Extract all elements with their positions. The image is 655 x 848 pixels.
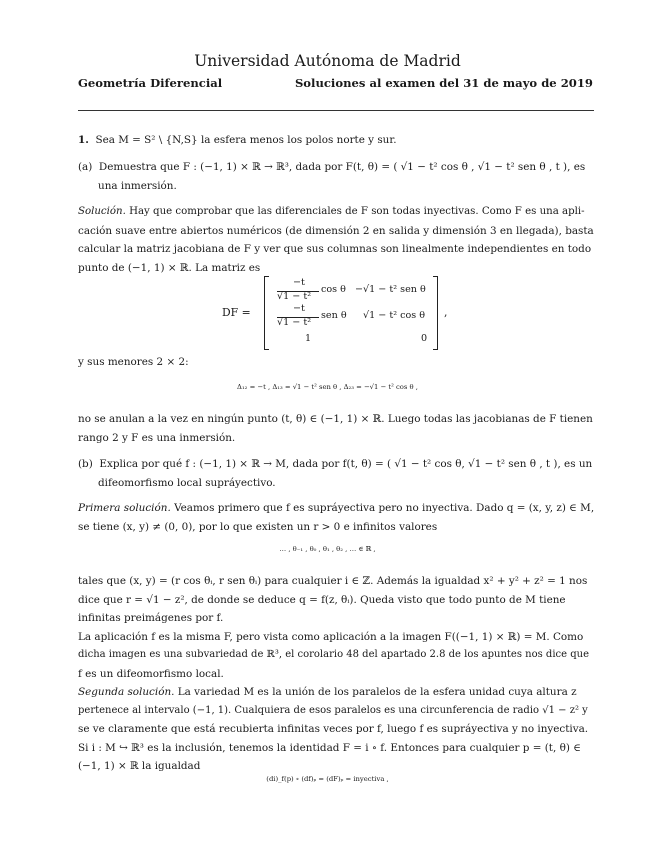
problem-number: 1. [78,134,89,146]
part-b-line2: difeomorfismo local supráyectivo. [98,476,276,489]
second-solution-line2: pertenece al intervalo (−1, 1). Cualquiera de esos paralelos es una circunferencia de radio √1 − z² y [78,704,588,716]
part-a [78,158,594,195]
solution-a-line1: Hay que comprobar que las diferenciales de F son todas inyectivas. Como F es una apli- [129,206,585,217]
first-solution-lead: Primera solución. [78,502,171,514]
part-a-label: (a) [78,161,93,173]
matrix-r1c1-tail: cos θ [321,284,346,295]
university-title: Universidad Autónoma de Madrid [194,52,461,70]
matrix-r2c1-num: −t [293,303,305,314]
part-b [78,455,594,492]
matrix-r1c1-den: √1 − t² [277,291,312,302]
first-solution-line1: Veamos primero que f es supráyectiva pero no inyectiva. Dado q = (x, y, z) ∈ M, [174,502,595,514]
solution-a-lead: Solución. [78,206,126,217]
solution-a-line4: punto de (−1, 1) × ℝ. La matriz es [78,261,261,274]
matrix-label: DF = [222,306,251,319]
second-solution-line4: Si i : M ↪ ℝ³ es la inclusión, tenemos la identidad F = i ∘ f. Entonces para cualquier p = (t, θ) ∈ [78,741,581,754]
matrix-r2c2: √1 − t² cos θ [363,310,426,321]
second-solution-line5: (−1, 1) × ℝ la igualdad [78,760,201,772]
first-solution-line2: se tiene (x, y) ≠ (0, 0), por lo que existen un r > 0 e infinitos valores [78,520,438,533]
after-minors [78,410,594,447]
after-minors-line2: rango 2 y F es una inmersión. [78,431,236,444]
header-divider [78,110,594,111]
minors-formula: Δ₁₂ = −t , Δ₁₃ = √1 − t² sen θ , Δ₂₃ = −√1 − t² cos θ , [237,383,418,391]
second-solution-lead: Segunda solución. [78,686,175,698]
first-solution-top [78,499,594,536]
first-solution-line4: dice que r = √1 − z², de donde se deduce q = f(z, θᵢ). Queda visto que todo punto de M tiene [78,593,566,606]
second-solution-line1: La variedad M es la unión de los paralelos de la esfera unidad cuya altura z [177,686,577,698]
first-solution-body [78,572,594,683]
second-solution [78,683,594,776]
solution-a-line3: calcular la matriz jacobiana de F y ver que sus columnas son linealmente independientes en todo [78,243,592,255]
matrix-trailing-comma: , [444,306,448,319]
first-solution-line3: tales que (x, y) = (r cos θᵢ, r sen θᵢ) para cualquier i ∈ ℤ. Además la igualdad x² + y² + z² = 1 nos [78,575,588,587]
second-solution-line3: se ve claramente que está recubierta infinitas veces por f, luego f es supráyectiva y no inyectiva. [78,723,589,735]
exam-title: Soluciones al examen del 31 de mayo de 2019 [294,76,593,90]
minors-intro [78,353,594,372]
solution-a-line2: cación suave entre abiertos numéricos (de dimensión 2 en salida y dimensión 3 en llegada), basta [78,224,594,237]
jacobian-matrix [264,276,438,350]
matrix-r1c2: −√1 − t² sen θ [355,284,426,295]
solution-a [78,203,594,277]
problem-statement [78,131,594,150]
matrix-r3c1: 1 [305,333,312,344]
matrix-r3c2: 0 [421,333,428,344]
first-solution-line5: infinitas preimágenes por f. [78,612,224,624]
part-a-line2: una inmersión. [98,179,177,192]
first-solution-line6: La aplicación f es la misma F, pero vista como aplicación a la imagen F((−1, 1) × ℝ) = M. Como [78,630,584,643]
first-solution-line8: f es un difeomorfismo local. [78,667,224,680]
differential-identity: (di)_f(p) ∘ (df)ₚ = (dF)ₚ = inyectiva , [266,775,389,783]
theta-sequence: … , θ₋₁ , θ₀ , θ₁ , θ₂ , … ∈ ℝ , [279,545,376,553]
course-title: Geometría Diferencial [78,76,223,90]
first-solution-line7: dicha imagen es una subvariedad de ℝ³, el corolario 48 del apartado 2.8 de los apuntes nos dice que [78,649,589,660]
matrix-r1c1-num: −t [293,277,305,288]
minors-intro-text: y sus menores 2 × 2: [78,356,189,368]
after-minors-line1: no se anulan a la vez en ningún punto (t, θ) ∈ (−1, 1) × ℝ. Luego todas las jacobianas de F tienen [78,413,593,425]
part-a-line1: Demuestra que F : (−1, 1) × ℝ → ℝ³, dada por F(t, θ) = ( √1 − t² cos θ , √1 − t² sen θ , t ), es [98,161,586,173]
part-b-line1: Explica por qué f : (−1, 1) × ℝ → M, dada por f(t, θ) = ( √1 − t² cos θ, √1 − t² sen θ , t ), es un [99,458,593,470]
problem-text: Sea M = S² \ {N,S} la esfera menos los polos norte y sur. [95,134,397,146]
matrix-r2c1-tail: sen θ [321,310,347,321]
matrix-r2c1-den: √1 − t² [277,317,312,328]
part-b-label: (b) [78,458,93,470]
